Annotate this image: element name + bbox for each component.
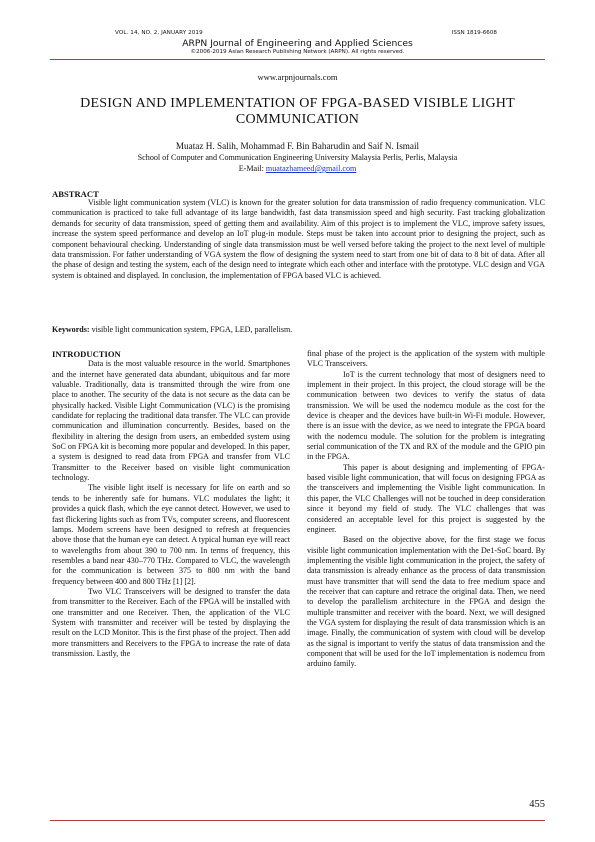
paragraph: IoT is the current technology that most of designers need to implement in their project. In this project, the cloud storage will be the communication between two devices to verify the status of data transmission. We will be used the nodemcu module as the cost for the device is cheaper and the devices have built-in Wi-Fi module. However, there is an issue with the device, as we need to integrate the FPGA board with the nodemcu module. The solution for the problem is integrating serial communication of the TX and RX of the module and the GPIO pin in the FPGA. <box>307 369 545 462</box>
right-column <box>307 349 545 670</box>
footer-divider <box>50 820 545 821</box>
author-list: Muataz H. Salih, Mohammad F. Bin Baharudin and Saif N. Ismail <box>175 141 420 151</box>
abstract-heading: ABSTRACT <box>52 189 99 199</box>
paragraph-continued: final phase of the project is the application of the system with multiple VLC Transceivers. <box>307 349 545 369</box>
paper-title: DESIGN AND IMPLEMENTATION OF FPGA-BASED VISIBLE LIGHT COMMUNICATION <box>80 96 515 127</box>
left-column <box>52 349 290 659</box>
keywords-label: Keywords: <box>52 325 90 334</box>
abstract-body <box>52 198 545 281</box>
contact-email-line <box>0 164 595 173</box>
header-divider <box>50 59 545 60</box>
paragraph: Data is the most valuable resource in the world. Smartphones and the internet have generated data abundant, ubiquitous and far more valuable. Traditionally, data is transmitted through the wire from one place to another. The security of the data is not secure as the data can be physically hacked. Visible Light Communication (VLC) is the promising candidate for replacing the traditional data transfer. The VLC can provide communication and illumination concurrently. Besides, based on the flexibility in altering the design from users, an embedded system using SoC on FPGA kit is becoming more popular and developed. In this paper, a system is designed to read data from FPGA and transfer from VLC Transmitter to the Receiver based on visible light communication technology. <box>52 359 290 483</box>
keywords <box>52 325 545 335</box>
journal-website: www.arpnjournals.com <box>257 72 338 82</box>
paragraph: Based on the objective above, for the first stage we focus visible light communication implementation with the De1-SoC board. By implementing the visible light communication in the project, the safety of data transmission is already enhance as the process of data transmission must have transmitter that will send the data to free medium space and the receiver that can capture and retrace the original data. Then, we need to develop the parallelism architecture in the FPGA and design the multiple transmitter and receiver with the board. Next, we will designed the VGA system for displaying the result of data transmission which is an image. Finally, the communication of system with cloud will be develop as the signal is important to verify the status of data transmission and the component that will be used for the IoT implementation is nodemcu from arduino family. <box>307 535 545 669</box>
paragraph: Two VLC Transceivers will be designed to transfer the data from transmitter to the Receiver. Each of the FPGA will be installed with one transmitter and one Receiver. Then, the application of the VLC System with transmitter and receiver will be tested by displaying the result on the LCD Monitor. This is the first phase of the project. Then add more transmitters and Receivers to the FPGA to increase the rate of data transmission. Lastly, the <box>52 586 290 658</box>
page-number: 455 <box>529 799 545 810</box>
abstract-text: Visible light communication system (VLC) is known for the greater solution for data transmission of radio frequency communication. VLC communication is practiced to take full advantage of its large bandwidth, fast data transmission speed and high security. Fast tracking globalization demands for security of data transmission, speed of getting them and availability. Aim of this project is to implement the VLC, improve safety issues, increase the system speed performance and develop an IoT plug-in module. Steps must be taken into account prior to designing the project, such as component behavioural checking. Understanding of single data transmission must be well versed before taking the project to the next level of multiple data transmission. For father understanding of VGA system the flow of designing the system need to start from one bit of data to 8 bit of data. After all the phase of design and testing the system, each of the design need to integrate which each other and interface with the prototype. VLC design and VGA system is obtained and displayed. In conclusion, the implementation of FPGA based VLC is achieved. <box>52 198 545 280</box>
paragraph: This paper is about designing and implementing of FPGA-based visible light communication, that will focus on designing FPGA as the transceivers and implementing the Visible light communication. In this paper, the VLC Challenges will not be touched in deep consideration since it beyond my field of study. The VLC challenges that was considered an acceptable level for this project is suggested by the engineer. <box>307 462 545 534</box>
email-label: E-Mail: <box>238 164 266 173</box>
paragraph: The visible light itself is necessary for life on earth and so tends to be inherently safe for humans. VLC modulates the light; it provides a quick flash, which the eye cannot detect. However, we used to fast flickering lights such as from TVs, computer screens, and fluorescent lamps. Modern screens have been designed to refresh at frequencies above those that the human eye can detect. A typical human eye will react to wavelengths from about 390 to 700 nm. In terms of frequency, this resembles a band near 430–770 THz. Compared to VLC, the wavelength for the communication is between 375 to 800 nm with the band frequency between 400 and 800 THz [1] [2]. <box>52 483 290 586</box>
issn: ISSN 1819-6608 <box>451 30 497 36</box>
section-heading-introduction: INTRODUCTION <box>52 349 121 359</box>
affiliation: School of Computer and Communication Engineering University Malaysia Perlis, Perlis, Malaysia <box>137 153 458 162</box>
keywords-list: visible light communication system, FPGA, LED, parallelism. <box>89 325 293 334</box>
journal-title: ARPN Journal of Engineering and Applied Sciences <box>182 38 413 49</box>
volume-issue: VOL. 14, NO. 2, JANUARY 2019 <box>115 30 203 36</box>
copyright-notice: ©2006-2019 Asian Research Publishing Network (ARPN). All rights reserved. <box>190 49 405 55</box>
email-link[interactable]: muatazhameed@gmail.com <box>265 164 357 173</box>
